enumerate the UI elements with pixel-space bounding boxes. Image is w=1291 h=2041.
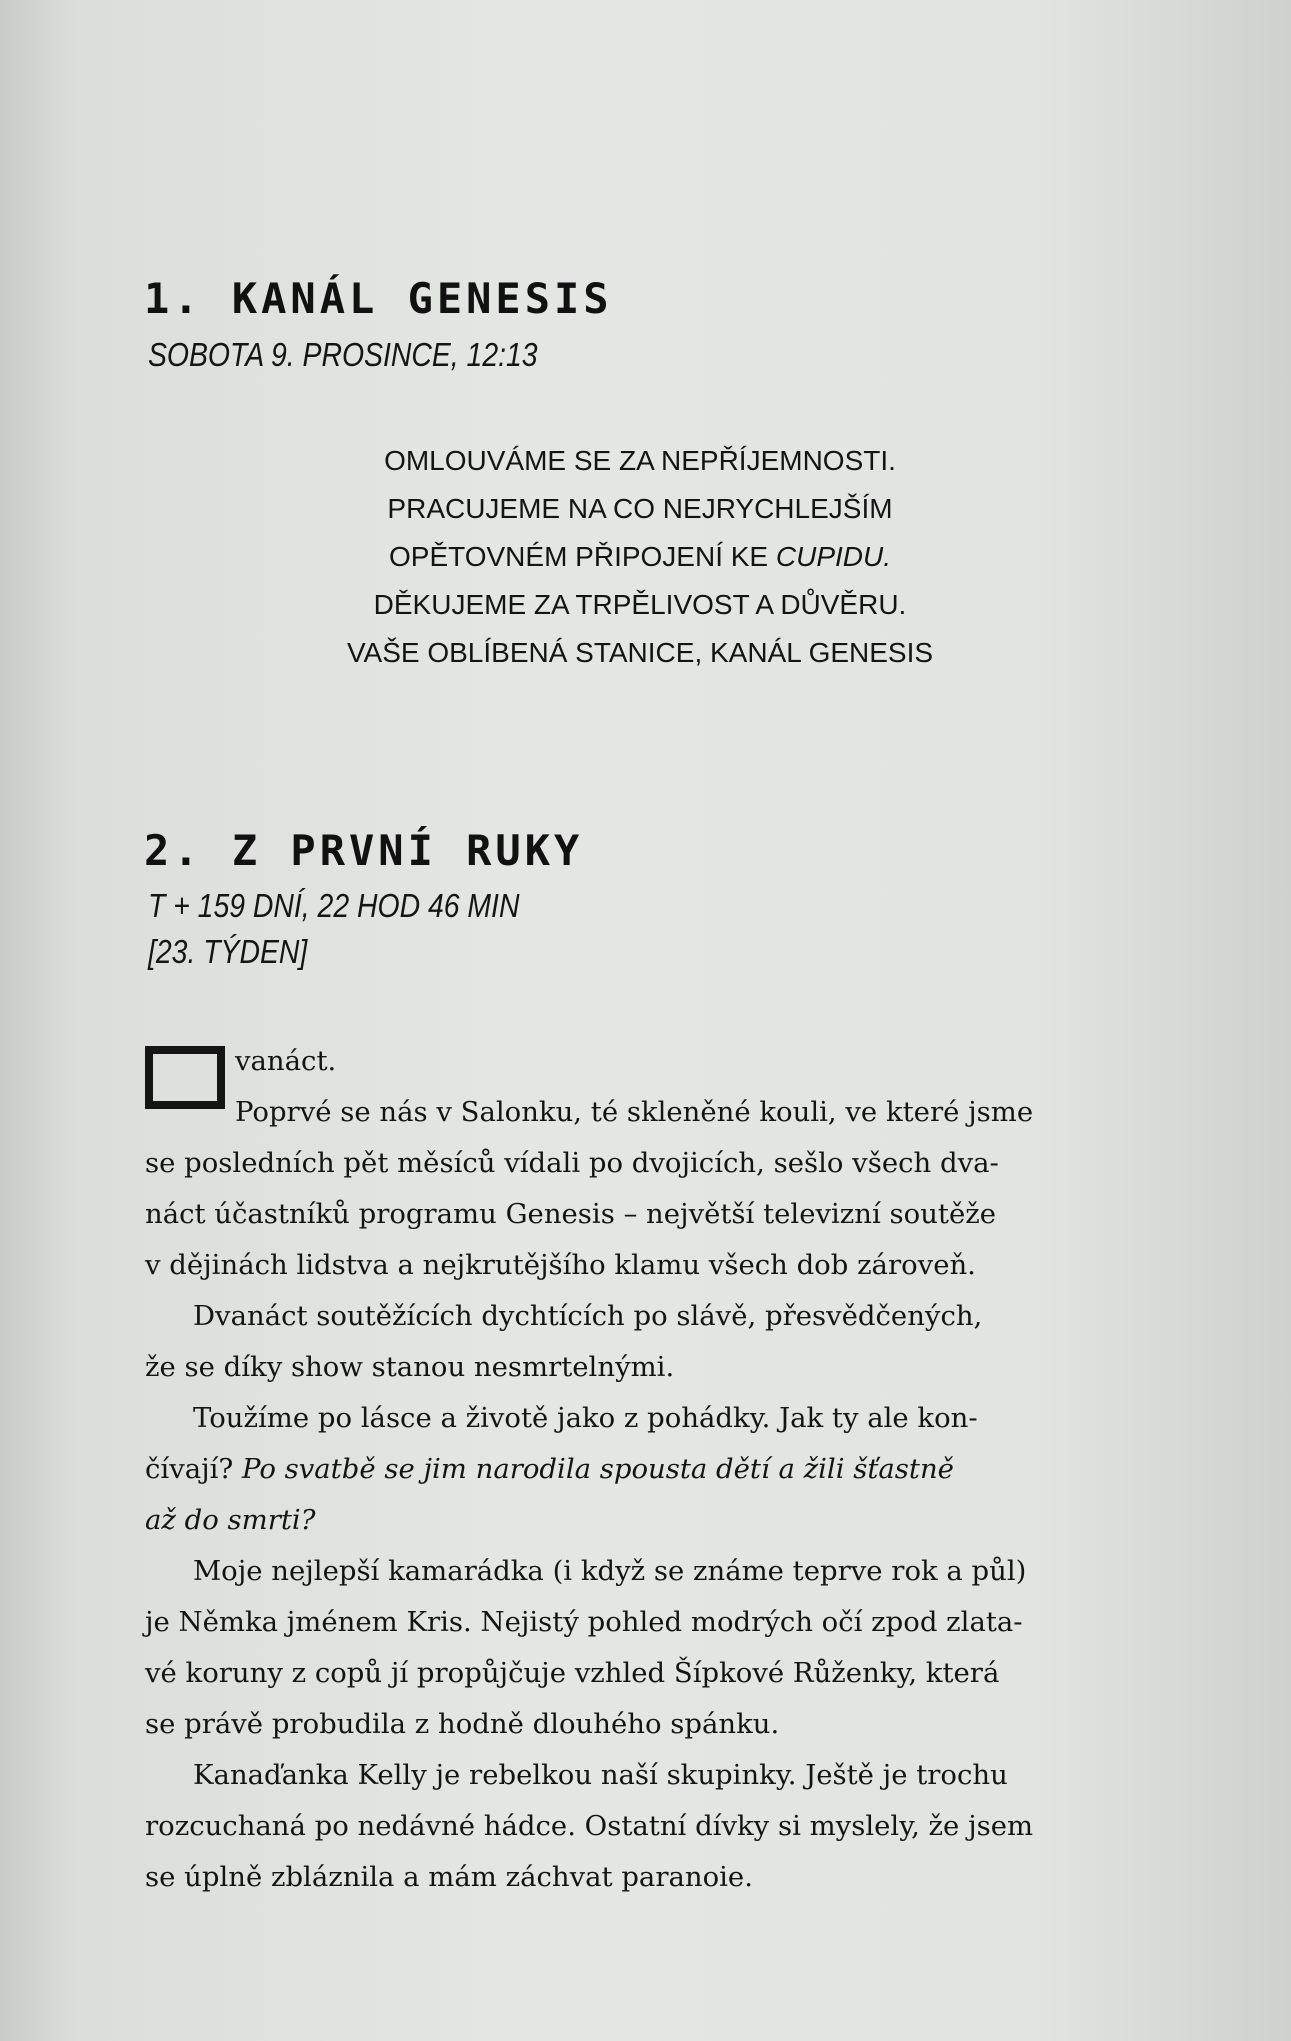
- body-line: Kanaďanka Kelly je rebelkou naší skupinky. Ještě je trochu: [193, 1759, 1008, 1791]
- body-line: Poprvé se nás v Salonku, té skleněné kouli, ve které jsme: [235, 1096, 1034, 1128]
- body-line: v dějinách lidstva a nejkrutějšího klamu všech dob zároveň.: [145, 1249, 976, 1281]
- body-line: Toužíme po lásce a životě jako z pohádky. Jak ty ale kon-: [193, 1402, 978, 1434]
- announcement-line: VAŠE OBLÍBENÁ STANICE, KANÁL GENESIS: [346, 637, 934, 668]
- chapter-1-subtitle: SOBOTA 9. PROSINCE, 12:13: [148, 336, 538, 373]
- body-line: se úplně zbláznila a mám záchvat paranoie.: [145, 1861, 753, 1893]
- body-line: že se díky show stanou nesmrtelnými.: [145, 1351, 675, 1383]
- chapter-2-title: 2. Z PRVNÍ RUKY: [144, 826, 584, 875]
- body-line: [145, 1444, 1135, 1495]
- body-line: náct účastníků programu Genesis – největší televizní soutěže: [145, 1198, 997, 1230]
- body-line: Dvanáct soutěžících dychtících po slávě, přesvědčených,: [193, 1300, 983, 1332]
- body-line: je Němka jménem Kris. Nejistý pohled modrých očí zpod zlata-: [145, 1606, 1023, 1638]
- chapter-2-subtitle-line-1: T + 159 DNÍ, 22 HOD 46 MIN: [148, 887, 520, 924]
- chapter-2-body: [145, 1036, 1135, 1903]
- chapter-1-title: 1. KANÁL GENESIS: [144, 274, 613, 323]
- announcement-line: [290, 533, 990, 581]
- body-line: se posledních pět měsíců vídali po dvojicích, sešlo všech dva-: [145, 1147, 999, 1179]
- announcement: [290, 437, 990, 677]
- announcement-italic: CUPIDU.: [775, 541, 892, 572]
- body-line: vé koruny z copů jí propůjčuje vzhled Šípkové Růženky, která: [145, 1657, 1000, 1689]
- body-line: [145, 1495, 1135, 1546]
- body-text: čívají?: [145, 1453, 242, 1485]
- body-line: rozcuchaná po nedávné hádce. Ostatní dívky si myslely, že jsem: [145, 1810, 1034, 1842]
- body-italic: až do smrti?: [145, 1504, 316, 1536]
- body-italic: Po svatbě se jim narodila spousta dětí a žili šťastně: [241, 1453, 954, 1485]
- chapter-2-subtitle-line-2: [23. TÝDEN]: [148, 933, 308, 970]
- body-line: se právě probudila z hodně dlouhého spánku.: [145, 1708, 780, 1740]
- chapter-2-subtitle: [148, 883, 519, 975]
- body-line: vanáct.: [235, 1045, 337, 1077]
- announcement-line: OMLOUVÁME SE ZA NEPŘÍJEMNOSTI.: [384, 445, 896, 476]
- body-line: Moje nejlepší kamarádka (i když se známe teprve rok a půl): [193, 1555, 1027, 1587]
- announcement-line: PRACUJEME NA CO NEJRYCHLEJŠÍM: [387, 493, 893, 524]
- announcement-line: DĚKUJEME ZA TRPĚLIVOST A DŮVĚRU.: [373, 589, 907, 620]
- announcement-text: OPĚTOVNÉM PŘIPOJENÍ KE: [388, 541, 776, 572]
